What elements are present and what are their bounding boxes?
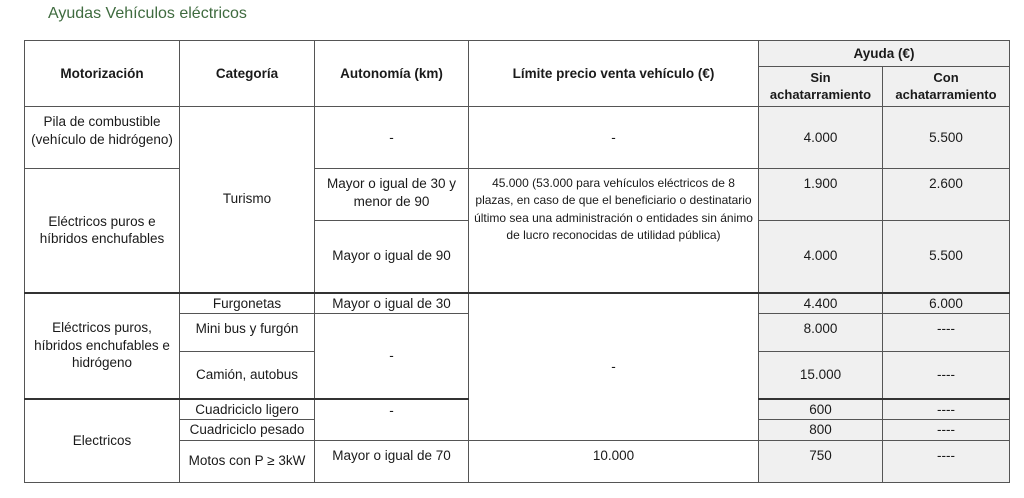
cell-pesado-sin: 800 [759, 420, 883, 441]
header-sin-achatarramiento: Sin achatarramiento [759, 67, 883, 107]
cell-cuad-autonomia: - [315, 399, 469, 441]
cell-pila-motorizacion: Pila de combustible (vehículo de hidrógeno) [25, 107, 180, 169]
cell-ep2-autonomia: Mayor o igual de 90 [315, 221, 469, 293]
cell-motos: Motos con P ≥ 3kW [180, 440, 315, 482]
cell-camion-con: ---- [883, 352, 1010, 399]
cell-motos-con: ---- [883, 440, 1010, 482]
cell-heavy-autonomia: - [315, 314, 469, 399]
cell-furg-sin: 4.400 [759, 293, 883, 314]
cell-el-motorizacion: Electricos [25, 399, 180, 483]
aid-table [24, 40, 1010, 483]
cell-pesado-con: ---- [883, 420, 1010, 441]
cell-camion: Camión, autobus [180, 352, 315, 399]
cell-ligero-sin: 600 [759, 399, 883, 420]
cell-ep1-autonomia: Mayor o igual de 30 y menor de 90 [315, 169, 469, 221]
cell-furg-autonomia: Mayor o igual de 30 [315, 293, 469, 314]
cell-furgonetas: Furgonetas [180, 293, 315, 314]
cell-turismo: Turismo [180, 107, 315, 293]
header-categoria: Categoría [180, 41, 315, 107]
cell-pila-sin: 4.000 [759, 107, 883, 169]
cell-cuad-ligero: Cuadriciclo ligero [180, 399, 315, 420]
cell-pila-con: 5.500 [883, 107, 1010, 169]
cell-minibus-con: ---- [883, 314, 1010, 352]
header-ayuda: Ayuda (€) [759, 41, 1010, 67]
cell-mid-limite: - [469, 293, 759, 441]
cell-pila-limite: - [469, 107, 759, 169]
cell-minibus-sin: 8.000 [759, 314, 883, 352]
cell-ep2-sin: 4.000 [759, 221, 883, 293]
cell-minibus: Mini bus y furgón [180, 314, 315, 352]
cell-cuad-pesado: Cuadriciclo pesado [180, 420, 315, 441]
header-motorizacion: Motorización [25, 41, 180, 107]
cell-ep1-con: 2.600 [883, 169, 1010, 221]
cell-ligero-con: ---- [883, 399, 1010, 420]
cell-motos-autonomia: Mayor o igual de 70 [315, 440, 469, 482]
cell-ep2-con: 5.500 [883, 221, 1010, 293]
header-autonomia: Autonomía (km) [315, 41, 469, 107]
cell-ep-motorizacion: Eléctricos puros e híbridos enchufables [25, 169, 180, 293]
cell-ep-limite: 45.000 (53.000 para vehículos eléctricos de 8 plazas, en caso de que el beneficiario o destinatario último sea una administración o entidades sin ánimo de lucro reconocidas de utilidad pública) [469, 169, 759, 293]
cell-eph-motorizacion: Eléctricos puros, híbridos enchufables e hidrógeno [25, 293, 180, 399]
cell-motos-limite: 10.000 [469, 440, 759, 482]
page-title: Ayudas Vehículos eléctricos [48, 5, 247, 22]
cell-pila-autonomia: - [315, 107, 469, 169]
cell-furg-con: 6.000 [883, 293, 1010, 314]
header-con-achatarramiento: Con achatarramiento [883, 67, 1010, 107]
cell-camion-sin: 15.000 [759, 352, 883, 399]
cell-motos-sin: 750 [759, 440, 883, 482]
cell-ep1-sin: 1.900 [759, 169, 883, 221]
header-limite: Límite precio venta vehículo (€) [469, 41, 759, 107]
